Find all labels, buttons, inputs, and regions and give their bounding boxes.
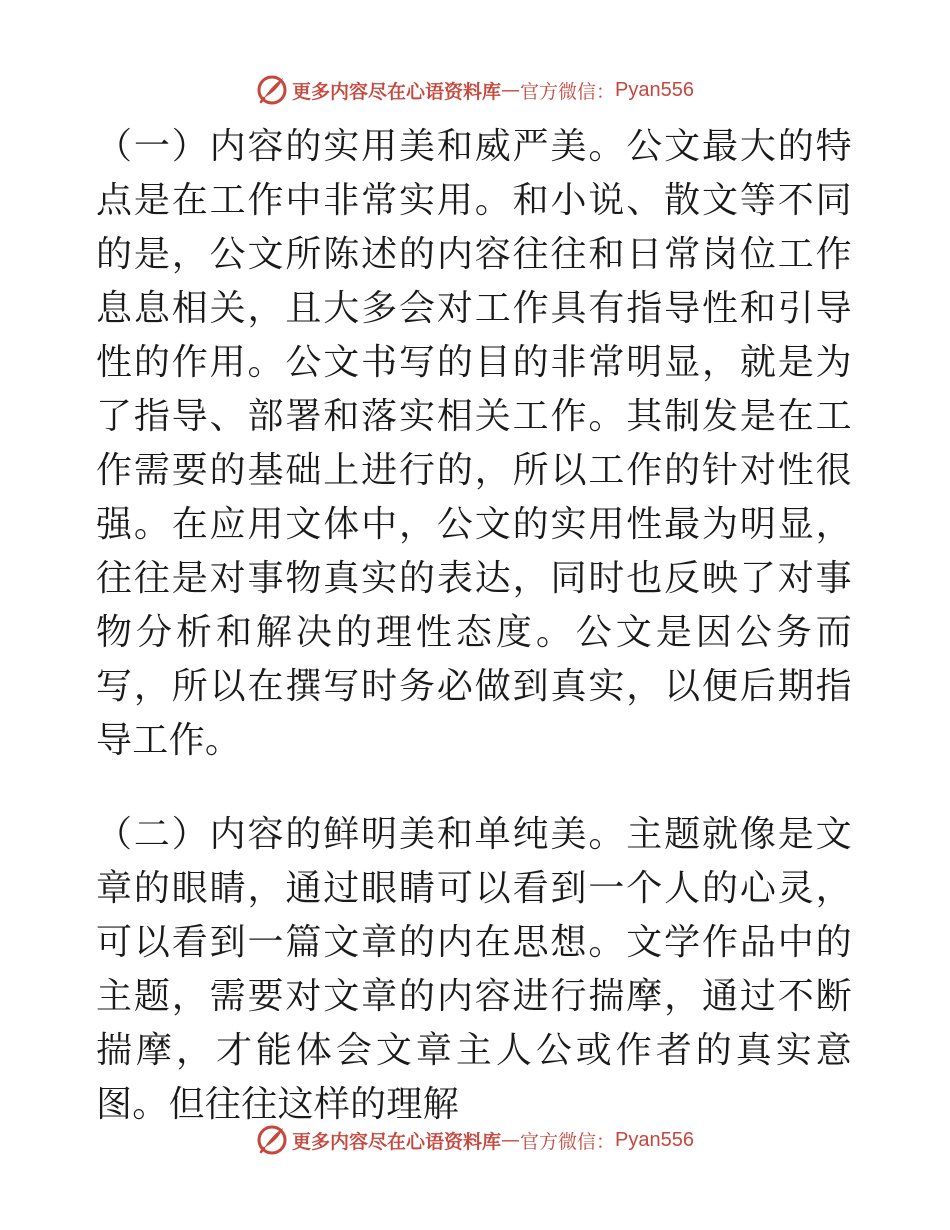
quill-pen-logo-icon [256,1124,288,1156]
wechat-id: Pyan556 [615,78,694,101]
document-body [96,120,852,1132]
banner-separator: — [501,1129,521,1151]
site-name: 更多内容尽在心语资料库 [292,1130,502,1153]
paragraph-content-distinct: （二）内容的鲜明美和单纯美。主题就像是文章的眼睛，通过眼睛可以看到一个人的心灵，可以看到一篇文章的内在思想。文学作品中的主题，需要对文章的内容进行揣摩，通过不断揣摩，才能体会文章主人公或作者的真实意图。但往往这样的理解 [96,814,852,1125]
paragraph-content-practical: （一）内容的实用美和威严美。公文最大的特点是在工作中非常实用。和小说、散文等不同的是，公文所陈述的内容往往和日常岗位工作息息相关，且大多会对工作具有指导性和引导性的作用。公文书写的目的非常明显，就是为了指导、部署和落实相关工作。其制发是在工作需要的基础上进行的，所以工作的针对性很强。在应用文体中，公文的实用性最为明显，往往是对事物真实的表达，同时也反映了对事物分析和解决的理性态度。公文是因公务而写，所以在撰写时务必做到真实，以便后期指导工作。 [96,126,852,761]
banner-separator: — [501,79,521,101]
quill-pen-logo-icon [256,74,288,106]
header-banner [0,70,950,110]
footer-banner [0,1120,950,1160]
site-name: 更多内容尽在心语资料库 [292,80,502,103]
wechat-label: 官方微信： [520,1130,616,1153]
wechat-label: 官方微信： [520,80,616,103]
wechat-id: Pyan556 [615,1128,694,1151]
